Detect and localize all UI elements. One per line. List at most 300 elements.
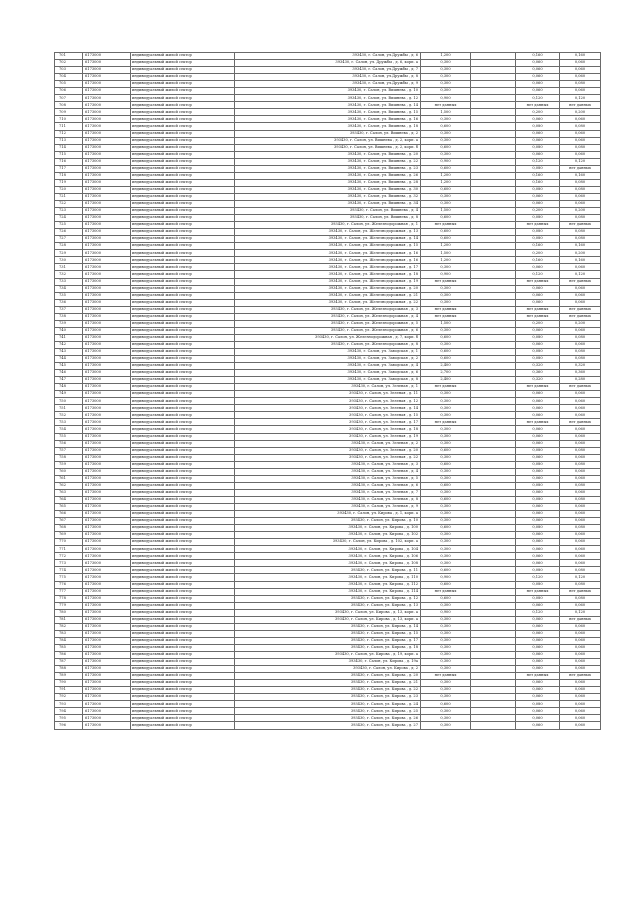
row-number-cell: 765: [55, 504, 83, 511]
address-cell: 393430, г. Салон, ул. Кирова , д. 100: [235, 525, 421, 532]
table-row: [55, 88, 601, 95]
address-cell: 393430, г. Салон, ул. Железнодорожная , д. 14: [235, 236, 421, 243]
sector-cell: индивидуальный жилой сектор: [131, 546, 235, 553]
value-cell-2: [471, 53, 516, 60]
value-cell-1: 0,300: [421, 511, 471, 518]
table-row: [55, 701, 601, 708]
sector-cell: индивидуальный жилой сектор: [131, 539, 235, 546]
row-number-cell: 793: [55, 701, 83, 708]
value-cell-1: 0,600: [421, 461, 471, 468]
sector-cell: индивидуальный жилой сектор: [131, 215, 235, 222]
value-cell-1: нет данных: [421, 588, 471, 595]
table-row: [55, 144, 601, 151]
table-row: [55, 447, 601, 454]
value-cell-2: [471, 348, 516, 355]
table-row: [55, 363, 601, 370]
value-cell-3: 0,060: [516, 708, 560, 715]
value-cell-1: 1,500: [421, 109, 471, 116]
value-cell-2: [471, 285, 516, 292]
value-cell-1: 0,300: [421, 666, 471, 673]
value-cell-3: 0,060: [516, 680, 560, 687]
address-cell: 393430, г. Салон, ул.Дружбы , д. 7: [235, 67, 421, 74]
sector-cell: индивидуальный жилой сектор: [131, 165, 235, 172]
address-cell: 393430, г. Салон, ул. Железнодорожная , д. 21: [235, 292, 421, 299]
value-cell-3: 0,080: [516, 186, 560, 193]
address-cell: 393430, г. Салон, ул. Заводская , д. 6: [235, 370, 421, 377]
address-cell: 393430, г. Салон, ул. Железнодорожная , д. 7, корп. б: [235, 334, 421, 341]
value-cell-3: 0,060: [516, 264, 560, 271]
row-number-cell: 713: [55, 137, 83, 144]
value-cell-2: [471, 116, 516, 123]
value-cell-3: нет данных: [516, 313, 560, 320]
address-cell: 393430, г. Салон, ул. Кирова , д. 12: [235, 595, 421, 602]
value-cell-1: 0,300: [421, 299, 471, 306]
sector-cell: индивидуальный жилой сектор: [131, 271, 235, 278]
sector-cell: индивидуальный жилой сектор: [131, 67, 235, 74]
value-cell-3: 0,060: [516, 511, 560, 518]
value-cell-4: 0,060: [560, 651, 601, 658]
value-cell-4: 0,060: [560, 130, 601, 137]
address-cell: 393430, г. Салон, ул. Кирова , д. 24: [235, 701, 421, 708]
sector-cell: индивидуальный жилой сектор: [131, 377, 235, 384]
sector-cell: индивидуальный жилой сектор: [131, 313, 235, 320]
sector-cell: индивидуальный жилой сектор: [131, 88, 235, 95]
value-cell-4: 0,160: [560, 243, 601, 250]
value-cell-1: 2,400: [421, 363, 471, 370]
value-cell-3: 0,060: [516, 651, 560, 658]
table-row: [55, 53, 601, 60]
address-cell: 393430, г. Салон, ул. Кирова , д. 114: [235, 588, 421, 595]
code-cell: 6173000: [83, 243, 131, 250]
value-cell-1: 0,300: [421, 630, 471, 637]
row-number-cell: 781: [55, 616, 83, 623]
address-cell: 393430, г. Салон, ул. Кирова , д. 112: [235, 581, 421, 588]
value-cell-4: 0,060: [560, 137, 601, 144]
value-cell-1: 0,300: [421, 553, 471, 560]
value-cell-3: 0,060: [516, 504, 560, 511]
value-cell-1: 0,300: [421, 67, 471, 74]
value-cell-2: [471, 257, 516, 264]
value-cell-4: нет данных: [560, 616, 601, 623]
code-cell: 6173000: [83, 250, 131, 257]
sector-cell: индивидуальный жилой сектор: [131, 208, 235, 215]
value-cell-4: 0,060: [560, 60, 601, 67]
table-row: [55, 651, 601, 658]
address-cell: 393430, г. Салон, ул. Дружбы , д. 6, корп. а: [235, 60, 421, 67]
table-row: [55, 74, 601, 81]
sector-cell: индивидуальный жилой сектор: [131, 440, 235, 447]
value-cell-2: [471, 595, 516, 602]
value-cell-2: [471, 447, 516, 454]
code-cell: 6173000: [83, 722, 131, 729]
value-cell-4: 0,080: [560, 581, 601, 588]
value-cell-3: 0,060: [516, 659, 560, 666]
value-cell-1: 0,300: [421, 130, 471, 137]
code-cell: 6173000: [83, 285, 131, 292]
value-cell-4: 0,200: [560, 109, 601, 116]
address-cell: 393430, г. Салон, ул. Вишнева , д. 22: [235, 158, 421, 165]
value-cell-4: 0,060: [560, 292, 601, 299]
code-cell: 6173000: [83, 623, 131, 630]
table-row: [55, 694, 601, 701]
code-cell: 6173000: [83, 370, 131, 377]
value-cell-4: 0,080: [560, 482, 601, 489]
table-row: [55, 708, 601, 715]
code-cell: 6173000: [83, 539, 131, 546]
code-cell: 6173000: [83, 74, 131, 81]
code-cell: 6173000: [83, 102, 131, 109]
value-cell-4: 0,080: [560, 525, 601, 532]
code-cell: 6173000: [83, 708, 131, 715]
sector-cell: индивидуальный жилой сектор: [131, 102, 235, 109]
row-number-cell: 773: [55, 560, 83, 567]
value-cell-2: [471, 440, 516, 447]
row-number-cell: 731: [55, 264, 83, 271]
table-row: [55, 67, 601, 74]
table-row: [55, 588, 601, 595]
value-cell-3: 0,060: [516, 468, 560, 475]
value-cell-3: 0,060: [516, 130, 560, 137]
sector-cell: индивидуальный жилой сектор: [131, 60, 235, 67]
value-cell-1: 0,300: [421, 504, 471, 511]
value-cell-3: 0,060: [516, 553, 560, 560]
value-cell-3: нет данных: [516, 673, 560, 680]
row-number-cell: 727: [55, 236, 83, 243]
table-row: [55, 468, 601, 475]
value-cell-4: 0,060: [560, 433, 601, 440]
row-number-cell: 734: [55, 285, 83, 292]
value-cell-3: 0,120: [516, 609, 560, 616]
table-row: [55, 236, 601, 243]
address-cell: 393430, г. Салон, ул. Кирова , д. 110: [235, 574, 421, 581]
value-cell-1: 0,600: [421, 525, 471, 532]
value-cell-2: [471, 123, 516, 130]
value-cell-4: 0,200: [560, 250, 601, 257]
address-cell: 393430, г. Салон, ул. Железнодорожная , д. 19: [235, 278, 421, 285]
row-number-cell: 751: [55, 405, 83, 412]
value-cell-1: 0,300: [421, 454, 471, 461]
sector-cell: индивидуальный жилой сектор: [131, 666, 235, 673]
value-cell-4: 0,080: [560, 447, 601, 454]
row-number-cell: 757: [55, 447, 83, 454]
row-number-cell: 714: [55, 144, 83, 151]
address-cell: 393430, г. Салон, ул. Железнодорожная , д. 1: [235, 222, 421, 229]
value-cell-2: [471, 200, 516, 207]
value-cell-3: 0,060: [516, 200, 560, 207]
value-cell-4: 0,060: [560, 116, 601, 123]
table-row: [55, 659, 601, 666]
value-cell-2: [471, 433, 516, 440]
value-cell-4: 0,080: [560, 215, 601, 222]
sector-cell: индивидуальный жилой сектор: [131, 370, 235, 377]
value-cell-3: 0,060: [516, 292, 560, 299]
value-cell-2: [471, 673, 516, 680]
table-row: [55, 475, 601, 482]
value-cell-3: 0,080: [516, 447, 560, 454]
value-cell-4: 0,060: [560, 193, 601, 200]
value-cell-3: 0,160: [516, 257, 560, 264]
row-number-cell: 717: [55, 165, 83, 172]
row-number-cell: 792: [55, 694, 83, 701]
row-number-cell: 703: [55, 67, 83, 74]
code-cell: 6173000: [83, 151, 131, 158]
code-cell: 6173000: [83, 412, 131, 419]
address-cell: 393430, г. Салон, ул.Дружбы , д. 8: [235, 74, 421, 81]
row-number-cell: 707: [55, 95, 83, 102]
value-cell-1: 0,300: [421, 426, 471, 433]
code-cell: 6173000: [83, 377, 131, 384]
value-cell-3: 0,080: [516, 525, 560, 532]
value-cell-3: нет данных: [516, 102, 560, 109]
value-cell-1: 0,900: [421, 158, 471, 165]
row-number-cell: 745: [55, 363, 83, 370]
table-row: [55, 306, 601, 313]
row-number-cell: 753: [55, 419, 83, 426]
table-row: [55, 186, 601, 193]
value-cell-2: [471, 426, 516, 433]
value-cell-2: [471, 229, 516, 236]
value-cell-1: 0,600: [421, 447, 471, 454]
code-cell: 6173000: [83, 609, 131, 616]
value-cell-1: 0,300: [421, 292, 471, 299]
sector-cell: индивидуальный жилой сектор: [131, 687, 235, 694]
value-cell-3: 0,060: [516, 722, 560, 729]
row-number-cell: 755: [55, 433, 83, 440]
value-cell-2: [471, 482, 516, 489]
table-row: [55, 398, 601, 405]
value-cell-1: 0,600: [421, 348, 471, 355]
sector-cell: индивидуальный жилой сектор: [131, 560, 235, 567]
value-cell-4: 0,160: [560, 257, 601, 264]
table-row: [55, 222, 601, 229]
value-cell-1: 0,600: [421, 496, 471, 503]
row-number-cell: 756: [55, 440, 83, 447]
row-number-cell: 796: [55, 722, 83, 729]
code-cell: 6173000: [83, 299, 131, 306]
code-cell: 6173000: [83, 553, 131, 560]
code-cell: 6173000: [83, 602, 131, 609]
value-cell-4: 0,060: [560, 518, 601, 525]
code-cell: 6173000: [83, 546, 131, 553]
table-row: [55, 419, 601, 426]
value-cell-4: 0,060: [560, 630, 601, 637]
value-cell-3: 0,060: [516, 74, 560, 81]
sector-cell: индивидуальный жилой сектор: [131, 398, 235, 405]
code-cell: 6173000: [83, 95, 131, 102]
address-cell: 393430, г. Салон, ул. Вишнева , д. 10: [235, 88, 421, 95]
code-cell: 6173000: [83, 637, 131, 644]
code-cell: 6173000: [83, 109, 131, 116]
code-cell: 6173000: [83, 440, 131, 447]
row-number-cell: 706: [55, 88, 83, 95]
code-cell: 6173000: [83, 694, 131, 701]
code-cell: 6173000: [83, 560, 131, 567]
value-cell-1: 0,300: [421, 264, 471, 271]
sector-cell: индивидуальный жилой сектор: [131, 285, 235, 292]
value-cell-4: нет данных: [560, 306, 601, 313]
row-number-cell: 777: [55, 588, 83, 595]
value-cell-4: 0,060: [560, 327, 601, 334]
value-cell-1: 0,300: [421, 722, 471, 729]
value-cell-4: нет данных: [560, 588, 601, 595]
table-row: [55, 130, 601, 137]
address-cell: 393430, г. Салон, ул. Кирова , д. 27: [235, 722, 421, 729]
value-cell-2: [471, 306, 516, 313]
sector-cell: индивидуальный жилой сектор: [131, 489, 235, 496]
value-cell-4: 0,060: [560, 701, 601, 708]
code-cell: 6173000: [83, 504, 131, 511]
address-cell: 393430, г. Салон, ул. Зеленая , д. 4: [235, 468, 421, 475]
code-cell: 6173000: [83, 701, 131, 708]
value-cell-4: 0,060: [560, 285, 601, 292]
table-row: [55, 137, 601, 144]
value-cell-4: 0,200: [560, 320, 601, 327]
row-number-cell: 769: [55, 532, 83, 539]
address-cell: 393430, г. Салон, ул.Дружбы , д. 6: [235, 53, 421, 60]
value-cell-2: [471, 539, 516, 546]
row-number-cell: 747: [55, 377, 83, 384]
value-cell-1: 0,300: [421, 151, 471, 158]
code-cell: 6173000: [83, 278, 131, 285]
value-cell-1: 0,300: [421, 391, 471, 398]
code-cell: 6173000: [83, 341, 131, 348]
sector-cell: индивидуальный жилой сектор: [131, 511, 235, 518]
row-number-cell: 791: [55, 687, 83, 694]
row-number-cell: 762: [55, 482, 83, 489]
value-cell-2: [471, 644, 516, 651]
sector-cell: индивидуальный жилой сектор: [131, 363, 235, 370]
value-cell-4: 0,060: [560, 412, 601, 419]
code-cell: 6173000: [83, 158, 131, 165]
code-cell: 6173000: [83, 186, 131, 193]
row-number-cell: 737: [55, 306, 83, 313]
value-cell-1: 1,200: [421, 243, 471, 250]
sector-cell: индивидуальный жилой сектор: [131, 292, 235, 299]
value-cell-4: 0,080: [560, 496, 601, 503]
value-cell-3: 0,080: [516, 595, 560, 602]
value-cell-1: 0,300: [421, 341, 471, 348]
code-cell: 6173000: [83, 130, 131, 137]
value-cell-3: 0,060: [516, 398, 560, 405]
sector-cell: индивидуальный жилой сектор: [131, 616, 235, 623]
value-cell-4: 0,060: [560, 511, 601, 518]
table-body: [55, 53, 601, 730]
value-cell-1: 1,200: [421, 179, 471, 186]
value-cell-3: 0,080: [516, 123, 560, 130]
value-cell-4: 0,080: [560, 461, 601, 468]
address-cell: 393430, г. Салон, ул. Железнодорожная , д. 15: [235, 243, 421, 250]
value-cell-3: 0,160: [516, 243, 560, 250]
code-cell: 6173000: [83, 447, 131, 454]
sector-cell: индивидуальный жилой сектор: [131, 468, 235, 475]
value-cell-1: 0,600: [421, 567, 471, 574]
value-cell-4: нет данных: [560, 419, 601, 426]
value-cell-1: нет данных: [421, 419, 471, 426]
table-row: [55, 370, 601, 377]
sector-cell: индивидуальный жилой сектор: [131, 250, 235, 257]
address-cell: 393430, г. Салон, ул. Вишнева , д. 23: [235, 165, 421, 172]
address-cell: 393430, г. Салон, ул. Вишнева , д. 18: [235, 123, 421, 130]
table-row: [55, 229, 601, 236]
value-cell-2: [471, 567, 516, 574]
row-number-cell: 786: [55, 651, 83, 658]
value-cell-4: 0,120: [560, 158, 601, 165]
row-number-cell: 767: [55, 518, 83, 525]
address-cell: 393430, г. Салон, ул. Вишнева , д. 34: [235, 200, 421, 207]
sector-cell: индивидуальный жилой сектор: [131, 574, 235, 581]
address-cell: 393430, г. Салон, ул. Вишнева , д. 32: [235, 193, 421, 200]
address-cell: 393430, г. Салон, ул. Вишнева , д. 20: [235, 151, 421, 158]
row-number-cell: 782: [55, 623, 83, 630]
sector-cell: индивидуальный жилой сектор: [131, 651, 235, 658]
value-cell-2: [471, 88, 516, 95]
value-cell-2: [471, 398, 516, 405]
row-number-cell: 709: [55, 109, 83, 116]
sector-cell: индивидуальный жилой сектор: [131, 426, 235, 433]
value-cell-1: 1,200: [421, 257, 471, 264]
value-cell-1: 0,300: [421, 81, 471, 88]
value-cell-2: [471, 165, 516, 172]
sector-cell: индивидуальный жилой сектор: [131, 81, 235, 88]
row-number-cell: 733: [55, 278, 83, 285]
row-number-cell: 749: [55, 391, 83, 398]
table-row: [55, 616, 601, 623]
value-cell-3: 0,080: [516, 567, 560, 574]
address-cell: 393430, г. Салон, ул. Кирова , д. 102: [235, 532, 421, 539]
value-cell-3: 0,200: [516, 208, 560, 215]
value-cell-3: 0,080: [516, 482, 560, 489]
value-cell-4: 0,060: [560, 553, 601, 560]
table-row: [55, 116, 601, 123]
value-cell-2: [471, 172, 516, 179]
code-cell: 6173000: [83, 391, 131, 398]
sector-cell: индивидуальный жилой сектор: [131, 130, 235, 137]
address-cell: 393430, г. Салон, ул. Кирова , д. 23: [235, 694, 421, 701]
value-cell-2: [471, 313, 516, 320]
value-cell-2: [471, 264, 516, 271]
value-cell-4: 0,080: [560, 348, 601, 355]
code-cell: 6173000: [83, 468, 131, 475]
code-cell: 6173000: [83, 454, 131, 461]
code-cell: 6173000: [83, 229, 131, 236]
table-row: [55, 292, 601, 299]
value-cell-4: 0,060: [560, 546, 601, 553]
value-cell-2: [471, 687, 516, 694]
address-cell: 393430, г. Салон, ул. Кирова , д. 20: [235, 673, 421, 680]
sector-cell: индивидуальный жилой сектор: [131, 701, 235, 708]
value-cell-4: 0,060: [560, 539, 601, 546]
value-cell-3: 0,160: [516, 172, 560, 179]
value-cell-1: 0,300: [421, 60, 471, 67]
value-cell-1: 0,600: [421, 186, 471, 193]
value-cell-3: 0,080: [516, 581, 560, 588]
sector-cell: индивидуальный жилой сектор: [131, 405, 235, 412]
value-cell-2: [471, 356, 516, 363]
value-cell-1: 0,300: [421, 637, 471, 644]
table-row: [55, 489, 601, 496]
value-cell-3: 0,060: [516, 327, 560, 334]
value-cell-2: [471, 468, 516, 475]
table-row: [55, 644, 601, 651]
data-table: [54, 52, 601, 730]
address-cell: 393430, г. Салон, ул. Кирова , д. 104: [235, 546, 421, 553]
value-cell-1: 0,600: [421, 581, 471, 588]
address-cell: 393430, г. Салон, ул. Кирова , д. 10: [235, 518, 421, 525]
value-cell-2: [471, 179, 516, 186]
code-cell: 6173000: [83, 116, 131, 123]
value-cell-3: 0,060: [516, 637, 560, 644]
row-number-cell: 764: [55, 496, 83, 503]
